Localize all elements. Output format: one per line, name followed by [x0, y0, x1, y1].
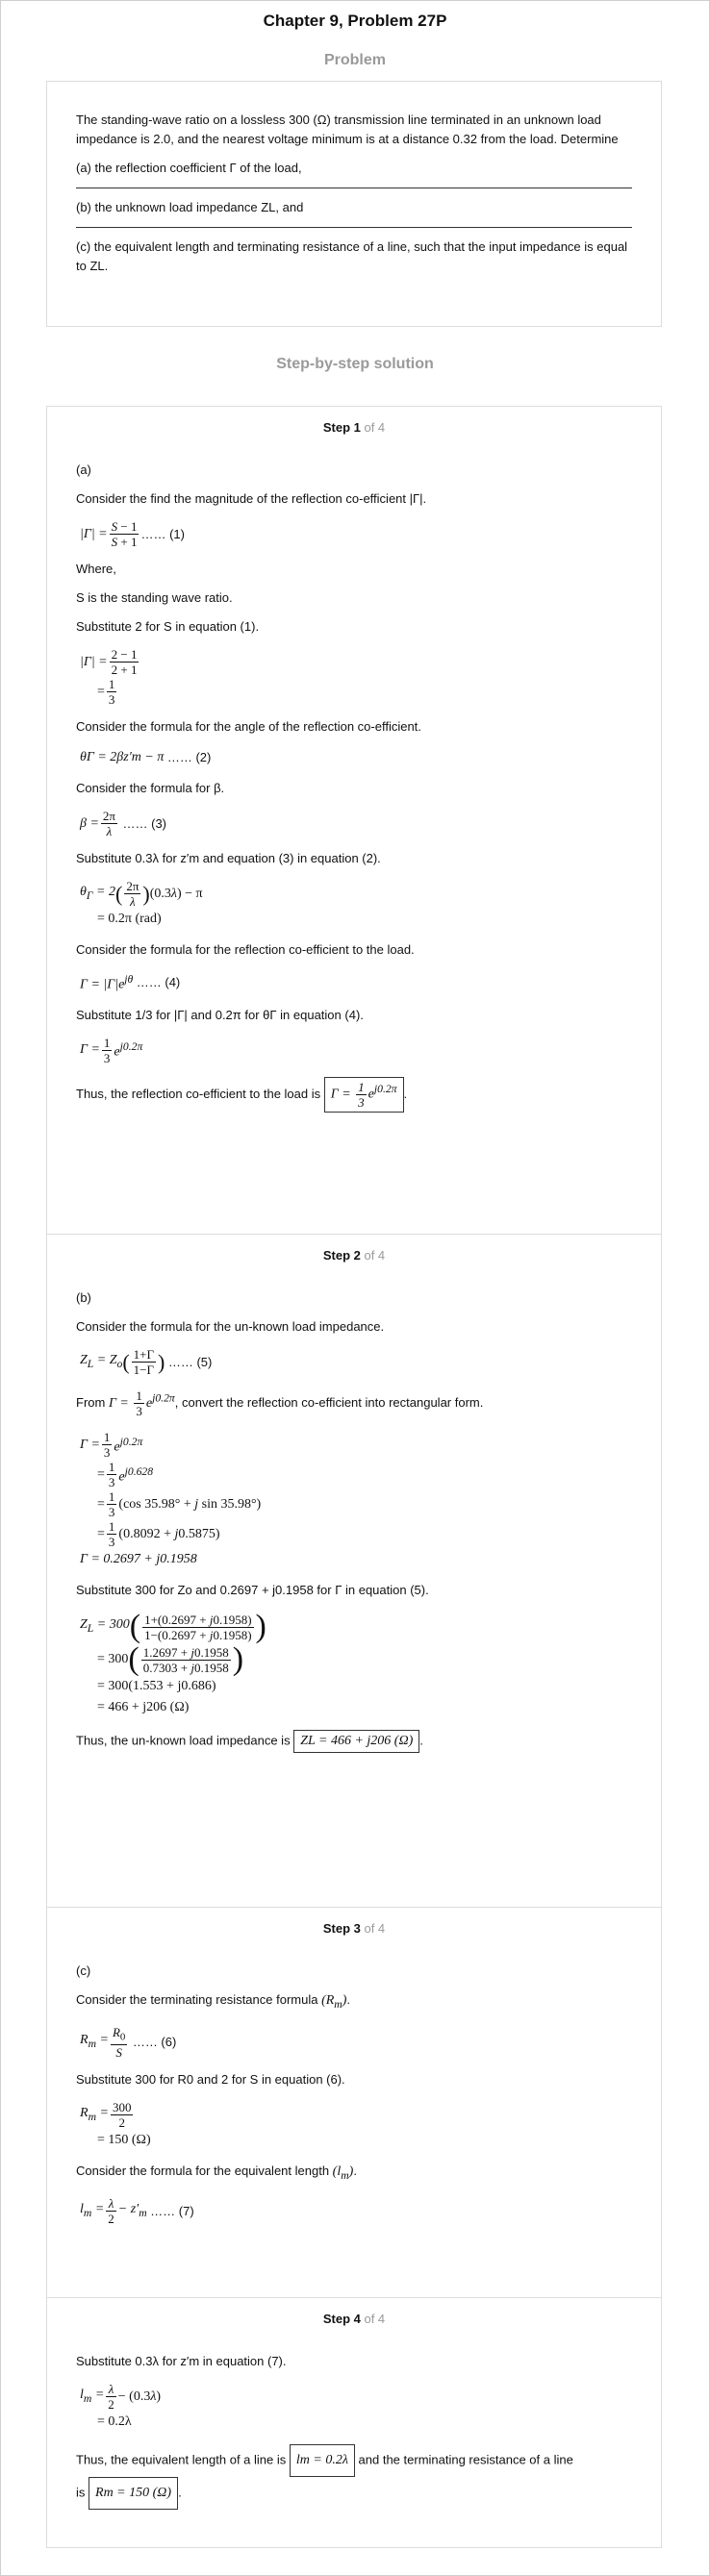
step2-text-2: From Γ = $\frac{1}{3}$ $e^{j0.2\pi}$, convert the reflection co-efficient into rectangular form.: [76, 1388, 484, 1418]
where-text: Where,: [76, 562, 116, 576]
step4-conclusion: Thus, the equivalent length of a line is lm = 0.2λ and the terminating resistance of a line is Rm = 150 (Ω) .: [76, 2444, 632, 2510]
equation-7: $l_m$ = $\frac{\lambda}{2}$ − $z'_m$ …… (7): [80, 2196, 194, 2227]
step2-conclusion: Thus, the un-known load impedance is ZL = 466 + j206 (Ω) .: [76, 1730, 632, 1753]
substitute-text: Substitute 300 for R0 and 2 for S in equation (6).: [76, 2072, 345, 2088]
part-label: (a): [76, 463, 91, 477]
equation-5: $Z_L = Z_o$ ( $\frac{1+\Gamma}{1-\Gamma}$ ) …… (5): [80, 1347, 213, 1377]
divider: [76, 227, 632, 228]
step2-text-1: Consider the formula for the un-known load impedance.: [76, 1319, 385, 1334]
page-title: Chapter 9, Problem 27P: [263, 12, 447, 30]
step3-text-1: Consider the terminating resistance formula $(R_m)$.: [76, 1992, 351, 2011]
substitute-text: Substitute 1/3 for |Γ| and 0.2π for θΓ in equation (4).: [76, 1007, 364, 1022]
equation-6: $R_m$ = $\frac{R_0}{S}$ …… (6): [80, 2024, 177, 2061]
problem-part-b: (b) the unknown load impedance ZL, and: [76, 200, 304, 214]
equation-theta: $\theta_\Gamma = 2$ ( $\frac{2\pi}{\lambda}$ ) (0.3λ) − π = 0.2π (rad): [80, 879, 203, 926]
result-box: ZL = 466 + j206 (Ω): [293, 1730, 419, 1753]
step-1: [47, 407, 661, 1234]
substitute-text: Substitute 2 for S in equation (1).: [76, 619, 260, 634]
equation-rect: Γ = $\frac{1}{3}$ $e^{j0.2\pi}$ = $\frac{1}{3}$ $e^{j0.628}$ = $\frac{1}{3}$ (cos 35.98° + j sin 35.98°) = $\frac{1}{3}$ (0.8092 + j0.5875) Γ = 0.2697 + j0.1958: [80, 1430, 262, 1566]
problem-part-a: (a) the reflection coefficient Γ of the load,: [76, 161, 302, 175]
part-label: (c): [76, 1963, 91, 1978]
problem-box: [46, 81, 662, 327]
problem-part-c: (c) the equivalent length and terminating resistance of a line, such that the input impedance is equal to ZL.: [76, 239, 628, 273]
substitute-text: Substitute 0.3λ for z′m and equation (3) in equation (2).: [76, 851, 381, 865]
equation-3: β = $\frac{2\pi}{\lambda}$ …… (3): [80, 809, 166, 838]
part-label: (b): [76, 1290, 91, 1305]
equation-1: |Γ| = $\frac{S - 1}{S + 1}$ …… (1): [80, 519, 185, 549]
step1-text-1: Consider the find the magnitude of the reflection co-efficient |Γ|.: [76, 491, 427, 506]
step-3: [47, 1907, 661, 2297]
step1-text-2: Consider the formula for the angle of the reflection co-efficient.: [76, 719, 421, 734]
result-box: Γ = $\frac{1}{3}$ $e^{j0.2\pi}$: [324, 1077, 404, 1113]
step-title: Step 1 of 4: [322, 420, 386, 435]
solution-box: [46, 406, 662, 2548]
step-title: Step 3 of 4: [322, 1921, 386, 1936]
s-definition: S is the standing wave ratio.: [76, 590, 233, 605]
result-box: Rm = 150 (Ω): [89, 2477, 178, 2510]
equation-2: θΓ = 2βz′m − π …… (2): [80, 750, 212, 764]
equation-lm: $l_m$ = $\frac{\lambda}{2}$ − (0.3λ) = 0.2λ: [80, 2382, 162, 2429]
equation-zl: $Z_L = 300$ ( $\frac{1+(0.2697 + j0.1958)}{1-(0.2697 + j0.1958)}$ ) = 300 ( $\frac{1.2697 + j0.1958}{0.7303 + j0.1958}$ ) = 300(1.553 + j0.686) = 466 + j206 (Ω): [80, 1609, 266, 1714]
step-title: Step 4 of 4: [322, 2312, 386, 2326]
step1-text-3: Consider the formula for β.: [76, 781, 225, 795]
step1-conclusion: Thus, the reflection co-efficient to the load is Γ = $\frac{1}{3}$ $e^{j0.2\pi}$ .: [76, 1077, 632, 1113]
equation-rm: $R_m$ = $\frac{300}{2}$ = 150 (Ω): [80, 2100, 151, 2148]
equation-gamma: Γ = $\frac{1}{3}$ $e^{j0.2\pi}$: [80, 1035, 143, 1065]
equation-4: $\Gamma = |\Gamma|e^{j\theta}$ …… (4): [80, 973, 181, 992]
substitute-text: Substitute 300 for Zo and 0.2697 + j0.1958 for Γ in equation (5).: [76, 1583, 429, 1597]
step-2: [47, 1234, 661, 1907]
step1-text-4: Consider the formula for the reflection co-efficient to the load.: [76, 942, 415, 957]
problem-heading: Problem: [323, 52, 386, 68]
substitute-text: Substitute 0.3λ for z′m in equation (7).: [76, 2354, 287, 2368]
problem-intro: The standing-wave ratio on a lossless 300 (Ω) transmission line terminated in an unknown load impedance is 2.0, and the nearest voltage minimum is at a distance 0.32 from the load. Determine: [76, 113, 619, 146]
step-4: [47, 2297, 661, 2547]
equation-gamma-mag: |Γ| = $\frac{2 - 1}{2 + 1}$ = $\frac{1}{3}$: [80, 647, 138, 707]
step-title: Step 2 of 4: [322, 1248, 386, 1263]
step3-text-2: Consider the formula for the equivalent length $(l_m)$.: [76, 2163, 357, 2183]
solution-heading: Step-by-step solution: [276, 356, 434, 372]
result-box: lm = 0.2λ: [290, 2444, 355, 2477]
